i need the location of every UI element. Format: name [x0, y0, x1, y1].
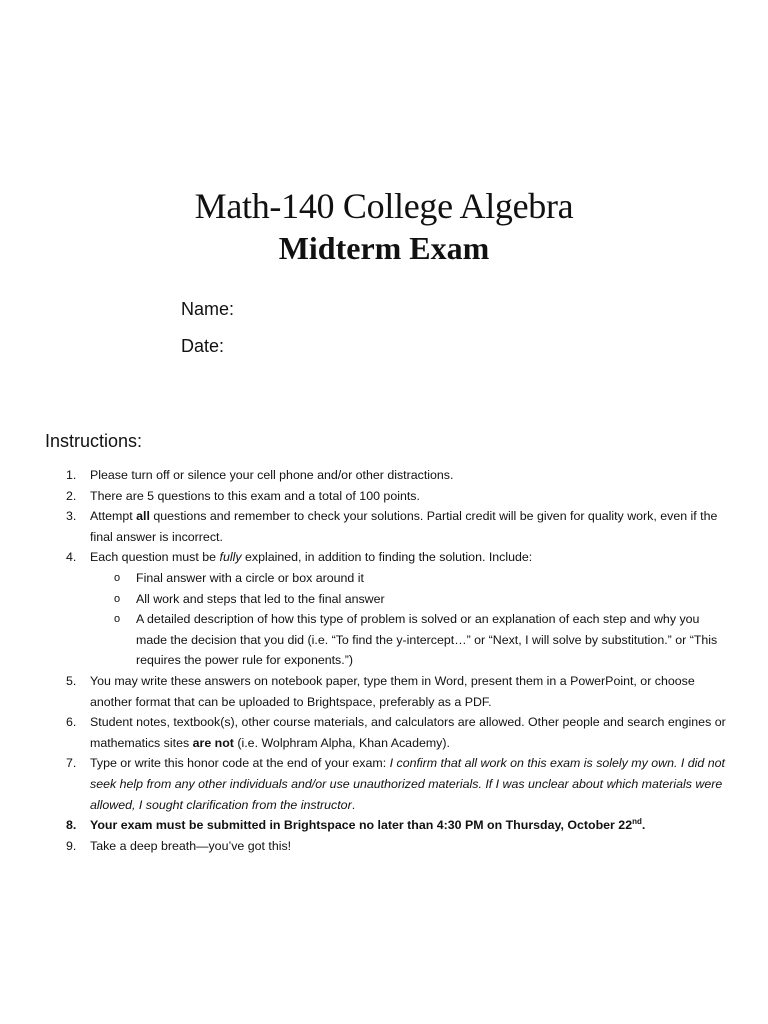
item-text: [90, 818, 645, 832]
instruction-item: [0, 836, 768, 857]
item-text-pre: Student notes, textbook(s), other course materials, and calculators are allowed. Other people and search engines or mathematics sites: [90, 715, 726, 750]
course-title: Math-140 College Algebra: [194, 186, 574, 226]
instruction-item: [0, 753, 768, 815]
hollow-bullet-icon: o: [114, 592, 121, 605]
hollow-bullet-icon: o: [114, 571, 121, 584]
item-text: [90, 550, 532, 564]
item-text-post: .: [641, 818, 646, 833]
item-text-post: explained, in addition to finding the solution. Include:: [241, 550, 533, 565]
deadline-text: Your exam must be submitted in Brightspace no later than 4:30 PM on Thursday, October 22: [90, 818, 633, 833]
item-text-post: (i.e. Wolphram Alpha, Khan Academy).: [233, 735, 450, 750]
item-text-pre: Attempt: [90, 509, 137, 524]
item-number: 6.: [66, 715, 77, 730]
instruction-item: [0, 815, 768, 836]
instructions-heading: Instructions:: [45, 431, 143, 451]
item-number: 7.: [66, 756, 77, 771]
item-text: Take a deep breath—you’ve got this!: [90, 838, 292, 853]
item-text-bold: all: [136, 509, 150, 524]
ordinal-suffix: nd: [632, 816, 642, 826]
item-number: 4.: [66, 550, 77, 565]
subitem-text: All work and steps that led to the final answer: [136, 591, 385, 606]
instruction-item: [0, 465, 768, 486]
item-text-bold: are not: [192, 735, 234, 750]
item-text: [90, 756, 725, 811]
hollow-bullet-icon: o: [114, 613, 121, 626]
honor-code-text: I confirm that all work on this exam is solely my own. I did not seek help from any other individuals and/or use unauthorized materials. If I was unclear about which materials were allowed, I sought clarification from the instructor: [90, 756, 725, 812]
item-text: Please turn off or silence your cell phone and/or other distractions.: [90, 468, 454, 482]
item-text-italic: fully: [219, 550, 242, 565]
title-block: [0, 186, 768, 268]
item-number: 5.: [66, 673, 77, 688]
instruction-item: [0, 547, 768, 568]
item-number: 3.: [66, 509, 77, 524]
item-number: 8.: [66, 818, 77, 833]
item-number: 1.: [66, 468, 77, 482]
item-text-post: questions and remember to check your solutions. Partial credit will be given for quality work, even if the final answer is incorrect.: [90, 509, 718, 544]
instruction-item: [0, 506, 768, 547]
item-text-pre: Each question must be: [90, 550, 220, 565]
instructions-list: [0, 465, 768, 856]
instruction-item: [0, 671, 768, 712]
item-text: You may write these answers on notebook paper, type them in Word, present them in a PowerPoint, or choose another format that can be uploaded to Brightspace, preferably as a PDF.: [90, 673, 695, 709]
instruction-subitem: [0, 589, 768, 610]
item-number: 9.: [66, 838, 77, 853]
exam-title: Midterm Exam: [278, 230, 490, 266]
name-label: Name:: [181, 299, 235, 319]
instruction-subitem: [0, 568, 768, 589]
item-text: [90, 715, 726, 750]
instruction-subitem: [0, 609, 768, 671]
subitem-text: Final answer with a circle or box around it: [136, 570, 364, 585]
instruction-item: [0, 486, 768, 507]
item-text-pre: Type or write this honor code at the end of your exam:: [90, 756, 390, 771]
date-label: Date:: [181, 336, 225, 356]
item-text-post: .: [351, 797, 356, 812]
item-text: There are 5 questions to this exam and a total of 100 points.: [90, 488, 420, 503]
subitem-text: A detailed description of how this type of problem is solved or an explanation of each step and why you made the decision that you did (i.e. “To find the y-intercept…” or “Next, I will solve by substitution.” or “This requires the power rule for exponents.”): [136, 612, 718, 668]
instruction-item: [0, 712, 768, 753]
item-text: [90, 509, 717, 544]
item-number: 2.: [66, 488, 77, 503]
